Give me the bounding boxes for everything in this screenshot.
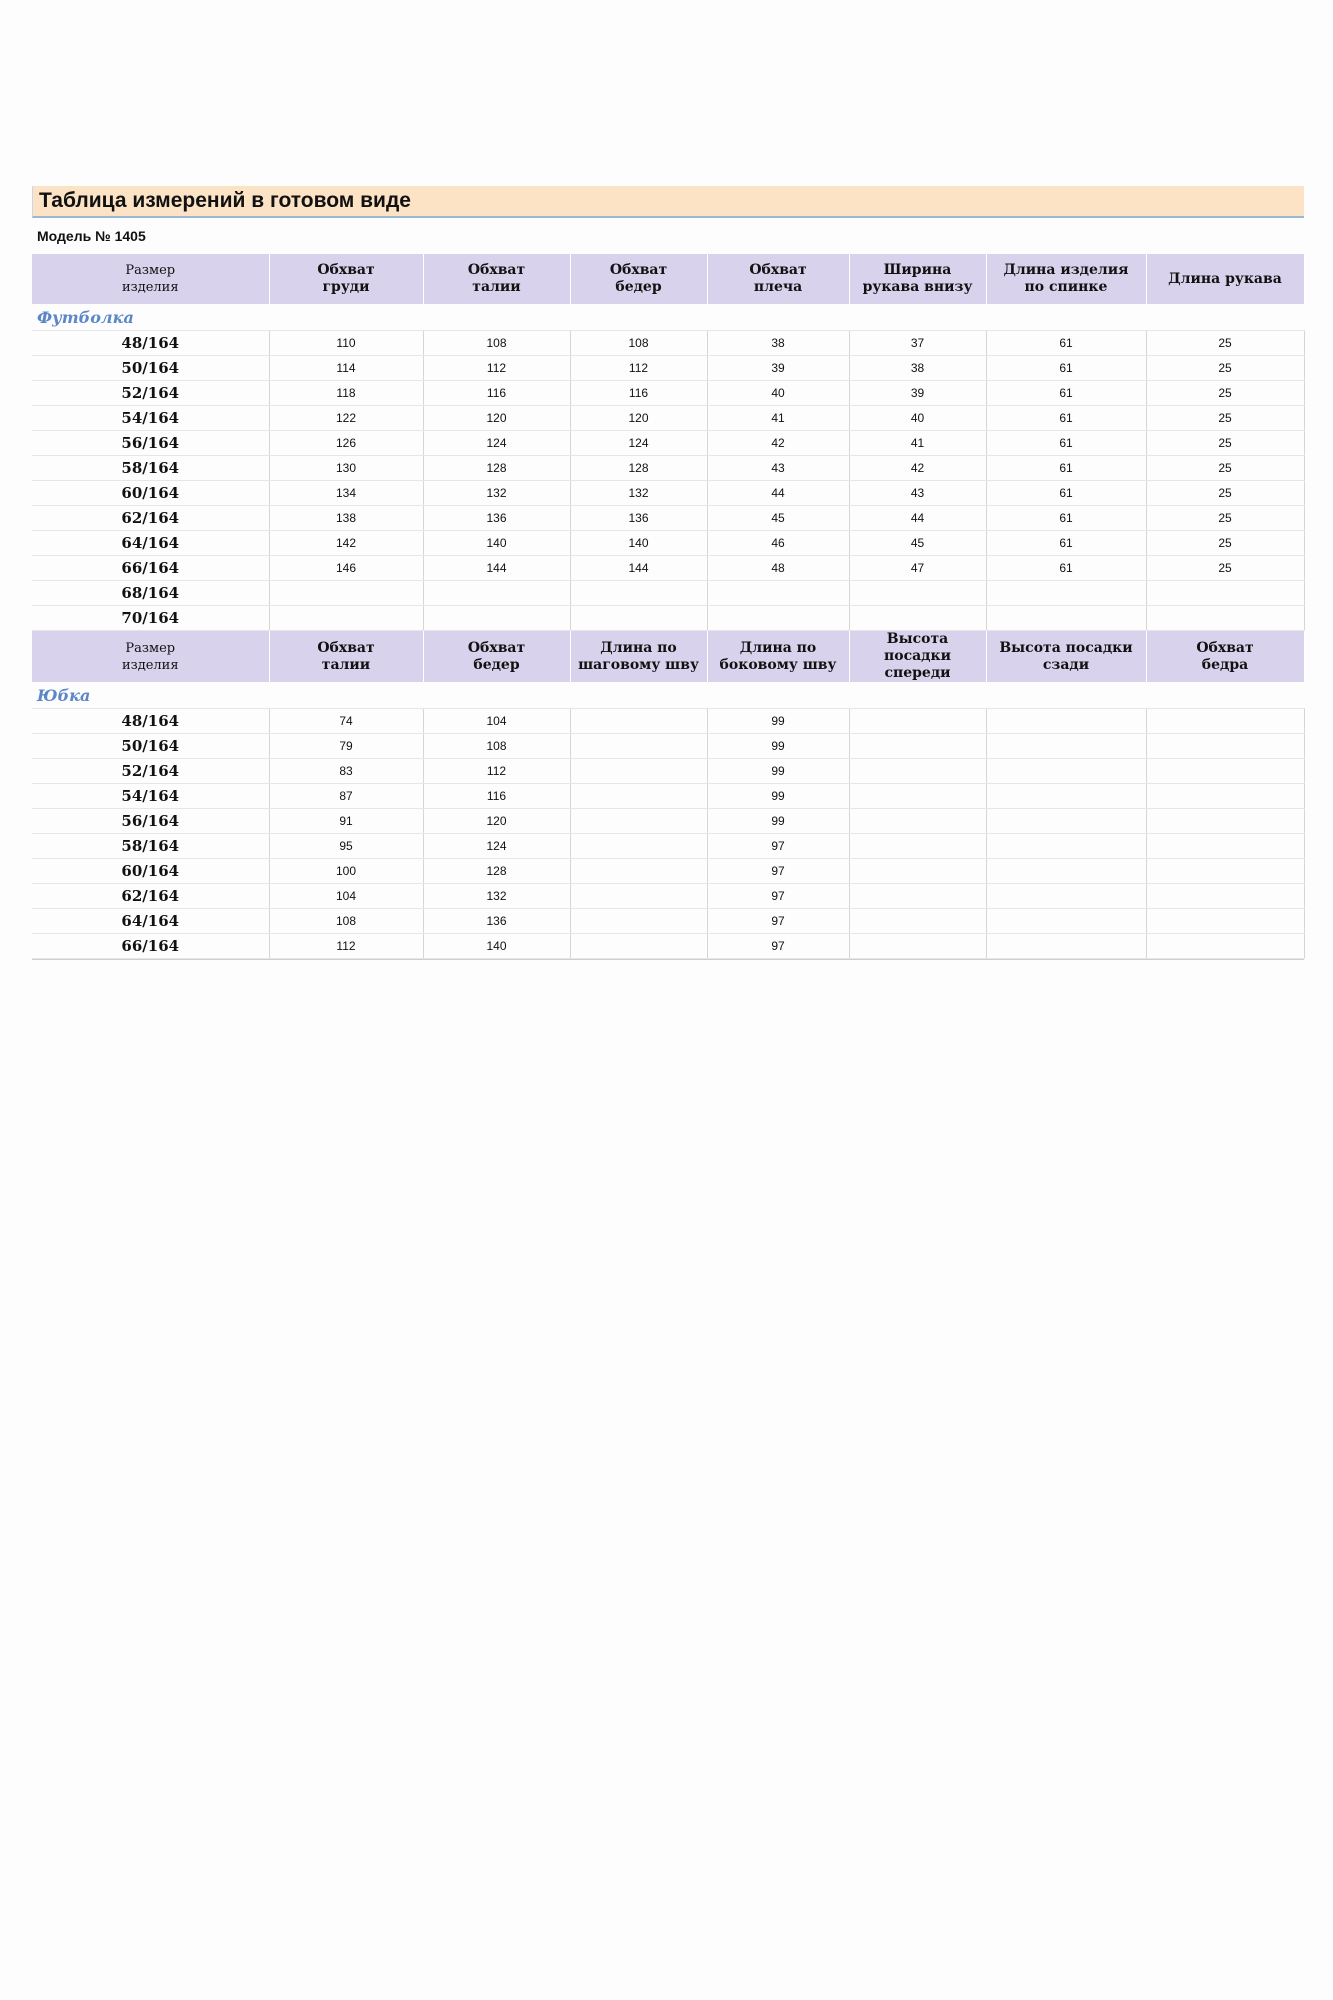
value-cell: 134 xyxy=(269,481,423,506)
size-cell: 62/164 xyxy=(32,884,269,909)
value-cell: 61 xyxy=(986,531,1146,556)
column-header: Обхват бедра xyxy=(1146,631,1304,683)
table-row xyxy=(32,884,1304,909)
value-cell: 95 xyxy=(269,834,423,859)
value-cell xyxy=(986,909,1146,934)
value-cell: 97 xyxy=(707,934,849,959)
table-row xyxy=(32,581,1304,606)
measurement-table xyxy=(32,254,1305,959)
value-cell: 124 xyxy=(423,834,570,859)
value-cell: 140 xyxy=(423,531,570,556)
value-cell: 104 xyxy=(423,709,570,734)
value-cell: 41 xyxy=(849,431,986,456)
value-cell: 112 xyxy=(423,356,570,381)
value-cell: 99 xyxy=(707,759,849,784)
value-cell: 118 xyxy=(269,381,423,406)
column-header: Обхват бедер xyxy=(423,631,570,683)
size-cell: 64/164 xyxy=(32,909,269,934)
value-cell xyxy=(570,784,707,809)
value-cell: 25 xyxy=(1146,356,1304,381)
value-cell xyxy=(986,884,1146,909)
table-row xyxy=(32,784,1304,809)
value-cell: 44 xyxy=(707,481,849,506)
value-cell: 138 xyxy=(269,506,423,531)
value-cell xyxy=(849,909,986,934)
value-cell xyxy=(570,809,707,834)
column-header: Обхват бедер xyxy=(570,254,707,304)
value-cell: 144 xyxy=(570,556,707,581)
size-cell: 70/164 xyxy=(32,606,269,631)
table-row xyxy=(32,606,1304,631)
table-row xyxy=(32,556,1304,581)
size-cell: 56/164 xyxy=(32,431,269,456)
value-cell xyxy=(570,709,707,734)
size-cell: 60/164 xyxy=(32,481,269,506)
value-cell: 25 xyxy=(1146,481,1304,506)
page-title: Таблица измерений в готовом виде xyxy=(39,189,411,212)
value-cell: 25 xyxy=(1146,331,1304,356)
size-cell: 62/164 xyxy=(32,506,269,531)
value-cell: 104 xyxy=(269,884,423,909)
value-cell: 99 xyxy=(707,709,849,734)
value-cell xyxy=(1146,734,1304,759)
tshirt-header-row xyxy=(32,254,1304,304)
value-cell: 61 xyxy=(986,481,1146,506)
value-cell xyxy=(986,809,1146,834)
value-cell: 48 xyxy=(707,556,849,581)
value-cell xyxy=(1146,834,1304,859)
value-cell xyxy=(570,934,707,959)
value-cell: 114 xyxy=(269,356,423,381)
value-cell xyxy=(849,834,986,859)
value-cell: 112 xyxy=(423,759,570,784)
value-cell: 38 xyxy=(707,331,849,356)
value-cell: 124 xyxy=(423,431,570,456)
value-cell xyxy=(423,606,570,631)
value-cell: 130 xyxy=(269,456,423,481)
value-cell: 61 xyxy=(986,556,1146,581)
size-cell: 58/164 xyxy=(32,834,269,859)
value-cell xyxy=(849,709,986,734)
table-row xyxy=(32,759,1304,784)
value-cell: 43 xyxy=(707,456,849,481)
column-header: Обхват плеча xyxy=(707,254,849,304)
value-cell: 116 xyxy=(423,784,570,809)
column-header: Длина рукава xyxy=(1146,254,1304,304)
value-cell: 128 xyxy=(423,859,570,884)
value-cell xyxy=(849,759,986,784)
table-row xyxy=(32,356,1304,381)
value-cell xyxy=(1146,909,1304,934)
value-cell: 140 xyxy=(423,934,570,959)
model-number: Модель № 1405 xyxy=(37,228,146,244)
table-bottom-border xyxy=(32,959,1304,960)
value-cell: 25 xyxy=(1146,406,1304,431)
value-cell xyxy=(1146,934,1304,959)
value-cell: 37 xyxy=(849,331,986,356)
value-cell: 128 xyxy=(570,456,707,481)
size-cell: 68/164 xyxy=(32,581,269,606)
value-cell: 108 xyxy=(570,331,707,356)
size-cell: 48/164 xyxy=(32,709,269,734)
value-cell xyxy=(570,734,707,759)
value-cell: 108 xyxy=(423,734,570,759)
value-cell xyxy=(986,934,1146,959)
column-header: Высота посадки сзади xyxy=(986,631,1146,683)
value-cell: 140 xyxy=(570,531,707,556)
value-cell: 99 xyxy=(707,734,849,759)
value-cell xyxy=(570,884,707,909)
value-cell xyxy=(269,606,423,631)
size-cell: 48/164 xyxy=(32,331,269,356)
title-bar xyxy=(32,186,1304,218)
table-row xyxy=(32,381,1304,406)
value-cell xyxy=(849,784,986,809)
value-cell: 41 xyxy=(707,406,849,431)
skirt-header-row xyxy=(32,631,1304,683)
value-cell: 46 xyxy=(707,531,849,556)
value-cell xyxy=(570,606,707,631)
size-cell: 52/164 xyxy=(32,759,269,784)
value-cell xyxy=(570,909,707,934)
value-cell: 87 xyxy=(269,784,423,809)
table-row xyxy=(32,331,1304,356)
section-label: Футболка xyxy=(32,304,1304,331)
value-cell: 126 xyxy=(269,431,423,456)
value-cell: 110 xyxy=(269,331,423,356)
value-cell: 124 xyxy=(570,431,707,456)
value-cell xyxy=(570,859,707,884)
value-cell xyxy=(707,606,849,631)
value-cell xyxy=(1146,884,1304,909)
value-cell xyxy=(423,581,570,606)
value-cell: 91 xyxy=(269,809,423,834)
value-cell: 97 xyxy=(707,859,849,884)
value-cell: 39 xyxy=(707,356,849,381)
value-cell: 25 xyxy=(1146,531,1304,556)
table-row xyxy=(32,809,1304,834)
table-row xyxy=(32,709,1304,734)
column-header: Обхват груди xyxy=(269,254,423,304)
value-cell: 136 xyxy=(423,909,570,934)
value-cell xyxy=(986,709,1146,734)
value-cell xyxy=(1146,581,1304,606)
value-cell xyxy=(986,859,1146,884)
table-row xyxy=(32,506,1304,531)
value-cell xyxy=(986,834,1146,859)
table-row xyxy=(32,859,1304,884)
table-row xyxy=(32,909,1304,934)
column-header: Обхват талии xyxy=(423,254,570,304)
size-cell: 54/164 xyxy=(32,406,269,431)
table-row xyxy=(32,934,1304,959)
size-cell: 54/164 xyxy=(32,784,269,809)
size-cell: 60/164 xyxy=(32,859,269,884)
value-cell xyxy=(570,581,707,606)
value-cell xyxy=(849,581,986,606)
table-row xyxy=(32,406,1304,431)
value-cell xyxy=(849,606,986,631)
size-cell: 50/164 xyxy=(32,734,269,759)
value-cell xyxy=(1146,859,1304,884)
size-cell: 56/164 xyxy=(32,809,269,834)
table-row xyxy=(32,834,1304,859)
column-header: Обхват талии xyxy=(269,631,423,683)
size-cell: 66/164 xyxy=(32,934,269,959)
value-cell: 99 xyxy=(707,784,849,809)
column-header: Длина по боковому шву xyxy=(707,631,849,683)
value-cell: 38 xyxy=(849,356,986,381)
table-row xyxy=(32,456,1304,481)
column-header: Длина по шаговому шву xyxy=(570,631,707,683)
size-cell: 64/164 xyxy=(32,531,269,556)
value-cell: 25 xyxy=(1146,506,1304,531)
value-cell xyxy=(986,581,1146,606)
value-cell: 25 xyxy=(1146,381,1304,406)
value-cell: 79 xyxy=(269,734,423,759)
value-cell: 61 xyxy=(986,456,1146,481)
value-cell: 42 xyxy=(707,431,849,456)
value-cell: 42 xyxy=(849,456,986,481)
value-cell: 112 xyxy=(269,934,423,959)
value-cell xyxy=(570,759,707,784)
value-cell xyxy=(849,884,986,909)
value-cell xyxy=(986,606,1146,631)
value-cell: 108 xyxy=(269,909,423,934)
value-cell xyxy=(1146,784,1304,809)
value-cell: 120 xyxy=(423,406,570,431)
value-cell: 45 xyxy=(707,506,849,531)
value-cell: 142 xyxy=(269,531,423,556)
value-cell: 144 xyxy=(423,556,570,581)
value-cell: 108 xyxy=(423,331,570,356)
value-cell: 40 xyxy=(849,406,986,431)
value-cell xyxy=(986,759,1146,784)
table-row xyxy=(32,481,1304,506)
value-cell: 61 xyxy=(986,381,1146,406)
value-cell xyxy=(849,859,986,884)
value-cell xyxy=(269,581,423,606)
value-cell: 112 xyxy=(570,356,707,381)
value-cell: 116 xyxy=(570,381,707,406)
value-cell: 132 xyxy=(423,884,570,909)
value-cell xyxy=(1146,709,1304,734)
value-cell: 61 xyxy=(986,356,1146,381)
section-label: Юбка xyxy=(32,682,1304,709)
value-cell xyxy=(707,581,849,606)
value-cell: 128 xyxy=(423,456,570,481)
size-cell: 58/164 xyxy=(32,456,269,481)
value-cell: 132 xyxy=(423,481,570,506)
value-cell: 100 xyxy=(269,859,423,884)
value-cell xyxy=(986,784,1146,809)
value-cell: 61 xyxy=(986,331,1146,356)
measurement-sheet xyxy=(32,186,1304,960)
value-cell: 45 xyxy=(849,531,986,556)
table-row xyxy=(32,734,1304,759)
value-cell: 146 xyxy=(269,556,423,581)
value-cell xyxy=(1146,759,1304,784)
value-cell: 97 xyxy=(707,834,849,859)
column-header: Размер изделия xyxy=(32,631,269,683)
value-cell: 120 xyxy=(423,809,570,834)
value-cell: 74 xyxy=(269,709,423,734)
value-cell xyxy=(986,734,1146,759)
value-cell: 25 xyxy=(1146,431,1304,456)
value-cell: 47 xyxy=(849,556,986,581)
size-cell: 50/164 xyxy=(32,356,269,381)
value-cell xyxy=(1146,809,1304,834)
value-cell: 61 xyxy=(986,431,1146,456)
value-cell xyxy=(849,934,986,959)
value-cell: 122 xyxy=(269,406,423,431)
column-header: Ширина рукава внизу xyxy=(849,254,986,304)
column-header: Длина изделия по спинке xyxy=(986,254,1146,304)
value-cell xyxy=(849,734,986,759)
value-cell: 25 xyxy=(1146,456,1304,481)
value-cell: 25 xyxy=(1146,556,1304,581)
size-cell: 52/164 xyxy=(32,381,269,406)
column-header: Размер изделия xyxy=(32,254,269,304)
value-cell: 83 xyxy=(269,759,423,784)
table-row xyxy=(32,531,1304,556)
table-row xyxy=(32,431,1304,456)
column-header: Высота посадки спереди xyxy=(849,631,986,683)
value-cell: 43 xyxy=(849,481,986,506)
value-cell: 39 xyxy=(849,381,986,406)
tshirt-section-row xyxy=(32,304,1304,331)
value-cell xyxy=(1146,606,1304,631)
value-cell: 61 xyxy=(986,506,1146,531)
value-cell: 120 xyxy=(570,406,707,431)
value-cell: 40 xyxy=(707,381,849,406)
value-cell: 97 xyxy=(707,909,849,934)
value-cell: 136 xyxy=(570,506,707,531)
value-cell: 132 xyxy=(570,481,707,506)
value-cell: 116 xyxy=(423,381,570,406)
value-cell: 61 xyxy=(986,406,1146,431)
value-cell: 136 xyxy=(423,506,570,531)
value-cell: 44 xyxy=(849,506,986,531)
value-cell xyxy=(570,834,707,859)
value-cell: 97 xyxy=(707,884,849,909)
skirt-section-row xyxy=(32,682,1304,709)
value-cell xyxy=(849,809,986,834)
value-cell: 99 xyxy=(707,809,849,834)
size-cell: 66/164 xyxy=(32,556,269,581)
